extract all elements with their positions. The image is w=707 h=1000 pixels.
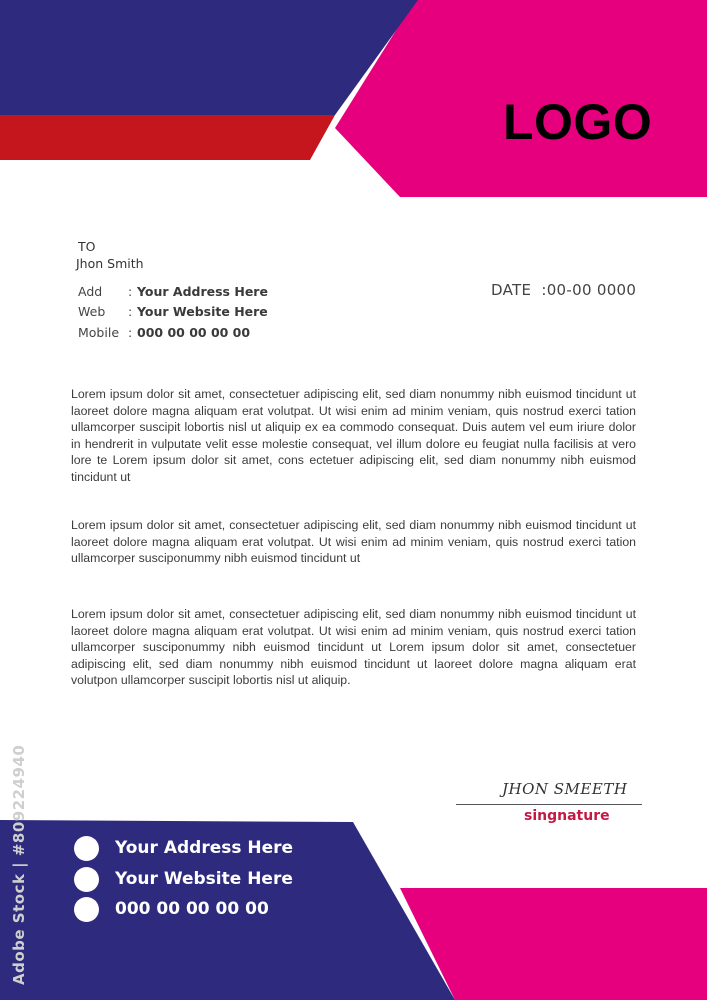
recipient-name: Jhon Smith	[76, 256, 144, 271]
contact-label: Mobile	[78, 325, 120, 340]
contact-separator: :	[128, 304, 133, 319]
letter-date: DATE :00-00 0000	[491, 281, 637, 299]
footer-address-text: Your Address Here	[115, 838, 294, 858]
header-red-stripe	[0, 115, 335, 160]
footer-address-item	[74, 835, 293, 861]
contact-separator: :	[128, 325, 133, 340]
circle-bullet-icon	[74, 867, 99, 892]
body-paragraph: Lorem ipsum dolor sit amet, consectetuer adipiscing elit, sed diam nonummy nibh euismod tincidunt ut laoreet dolore magna aliquam erat volutpat. Ut wisi enim ad minim veniam, quis nostrud exerci tation ullamcorper suscipit lobortis nisl ut aliquip ex ea commodo consequat. Duis autem vel eum iriure dolor in hendrerit in vulputate velit esse molestie consequat, vel illum dolore eu feugiat nulla facilisis at vero lore te Lorem ipsum dolor sit amet, cons ectetuer adipiscing elit, sed diam nonummy nibh euismod tincidunt ut	[71, 387, 636, 484]
contact-mobile-value: 000 00 00 00 00	[137, 325, 251, 340]
contact-web-row	[78, 304, 268, 320]
footer-phone-text: 000 00 00 00 00	[115, 899, 269, 919]
to-label: TO	[78, 239, 96, 254]
signature-line	[456, 804, 642, 805]
contact-mobile-row	[78, 325, 250, 341]
footer-phone-item	[74, 896, 269, 922]
body-paragraph: Lorem ipsum dolor sit amet, consectetuer adipiscing elit, sed diam nonummy nibh euismod tincidunt ut laoreet dolore magna aliquam erat volutpat. Ut wisi enim ad minim veniam, quis nostrud exerci tation ullamcorper susciponummy nibh euismod tincidunt ut Lorem ipsum dolor sit amet, consectetuer adipiscing elit, sed diam nonummy nibh euismod tincidunt ut laoreet dolore magna aliquam erat volutpon ullamcorper suscipit lobortis nisl ut aliquip.	[71, 607, 636, 688]
footer-magenta-shape	[400, 888, 707, 1000]
contact-address-row	[78, 284, 268, 300]
signature-label: singnature	[524, 808, 610, 824]
body-paragraph: Lorem ipsum dolor sit amet, consectetuer adipiscing elit, sed diam nonummy nibh euismod tincidunt ut laoreet dolore magna aliquam erat volutpat. Ut wisi enim ad minim veniam, quis nostrud exerci tation ullamcorper susciponummy nibh euismod tincidunt ut	[71, 518, 636, 566]
contact-web-value: Your Website Here	[137, 304, 268, 319]
signature-name: JHON SMEETH	[502, 780, 628, 798]
stock-watermark: Adobe Stock | #809224940	[10, 744, 28, 985]
footer-website-text: Your Website Here	[115, 869, 293, 889]
circle-bullet-icon	[74, 836, 99, 861]
contact-separator: :	[128, 284, 133, 299]
logo-text: LOGO	[503, 94, 653, 150]
circle-bullet-icon	[74, 897, 99, 922]
contact-label: Web	[78, 304, 106, 319]
footer-website-item	[74, 866, 293, 892]
contact-address-value: Your Address Here	[137, 284, 268, 299]
contact-label: Add	[78, 284, 103, 299]
